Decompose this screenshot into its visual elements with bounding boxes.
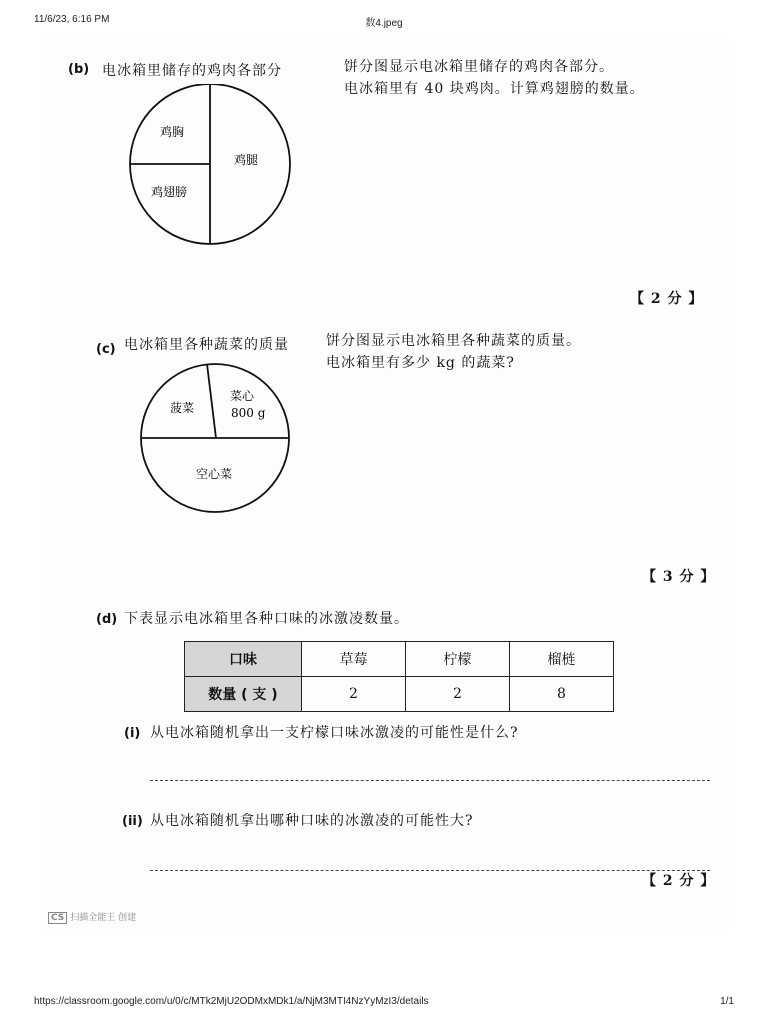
question-ii-text: 从电冰箱随机拿出哪种口味的冰激凌的可能性大?	[150, 813, 474, 829]
part-b-title: 电冰箱里储存的鸡肉各部分	[102, 63, 282, 79]
vegetable-pie-chart	[140, 358, 292, 516]
question-i-text: 从电冰箱随机拿出一支柠檬口味冰激凌的可能性是什么?	[150, 725, 519, 741]
part-c-label: (c)	[96, 342, 116, 357]
pie-label-spinach: 菠菜	[170, 401, 195, 415]
answer-line-i	[150, 780, 710, 781]
worksheet-scan	[40, 34, 730, 934]
part-b-marks: 【 2 分 】	[630, 291, 704, 307]
table-cell-lemon: 柠檬	[406, 642, 510, 677]
print-url: https://classroom.google.com/u/0/c/MTk2MjU2ODMxMDk1/a/NjM3MTI4NzYyMzI3/details	[34, 996, 429, 1007]
table-cell-lemon-qty: 2	[406, 677, 510, 712]
part-b-description	[344, 56, 645, 100]
question-ii-label: (ii)	[122, 814, 143, 829]
answer-line-ii	[150, 870, 710, 871]
table-row-flavour	[185, 642, 614, 677]
table-cell-strawberry: 草莓	[302, 642, 406, 677]
vegetable-pie-divider-upper	[207, 364, 216, 438]
table-cell-durian: 榴梿	[510, 642, 614, 677]
part-b-description-line2: 电冰箱里有 40 块鸡肉。计算鸡翅膀的数量。	[344, 81, 645, 97]
print-datetime: 11/6/23, 6:16 PM	[34, 14, 110, 25]
part-c-description	[326, 330, 581, 374]
part-d-intro: 下表显示电冰箱里各种口味的冰激凌数量。	[124, 611, 409, 627]
cs-logo-icon: CS	[48, 912, 67, 924]
print-title: 数4.jpeg	[365, 18, 403, 29]
question-i-label: (i)	[124, 726, 141, 741]
table-header-quantity: 数量 ( 支 )	[185, 677, 302, 712]
table-header-flavour: 口味	[185, 642, 302, 677]
pie-label-choy-sum: 菜心	[230, 389, 255, 403]
pie-label-chicken-wing: 鸡翅膀	[151, 185, 188, 199]
ice-cream-table	[184, 641, 614, 712]
part-c-marks: 【 3 分 】	[642, 569, 716, 585]
part-b-description-line1: 饼分图显示电冰箱里储存的鸡肉各部分。	[344, 59, 614, 75]
part-c-description-line2: 电冰箱里有多少 kg 的蔬菜?	[326, 355, 515, 371]
part-c-description-line1: 饼分图显示电冰箱里各种蔬菜的质量。	[326, 333, 581, 349]
part-d-marks: 【 2 分 】	[642, 873, 716, 889]
scanner-watermark	[48, 910, 136, 924]
pie-label-chicken-breast: 鸡胸	[160, 125, 185, 139]
print-footer	[0, 996, 768, 1016]
pie-label-water-spinach: 空心菜	[196, 467, 233, 481]
part-d-label: (d)	[96, 612, 118, 627]
table-cell-durian-qty: 8	[510, 677, 614, 712]
scanner-watermark-text: 扫描全能王 创建	[70, 913, 137, 923]
table-row-quantity	[185, 677, 614, 712]
chicken-pie-chart	[124, 84, 296, 246]
part-b-label: (b)	[68, 62, 90, 77]
pie-label-choy-sum-mass: 800 g	[231, 406, 266, 420]
table-cell-strawberry-qty: 2	[302, 677, 406, 712]
print-page-number: 1/1	[720, 996, 734, 1007]
pie-label-chicken-leg: 鸡腿	[234, 153, 259, 167]
part-c-title: 电冰箱里各种蔬菜的质量	[124, 337, 289, 353]
print-header	[0, 14, 768, 34]
